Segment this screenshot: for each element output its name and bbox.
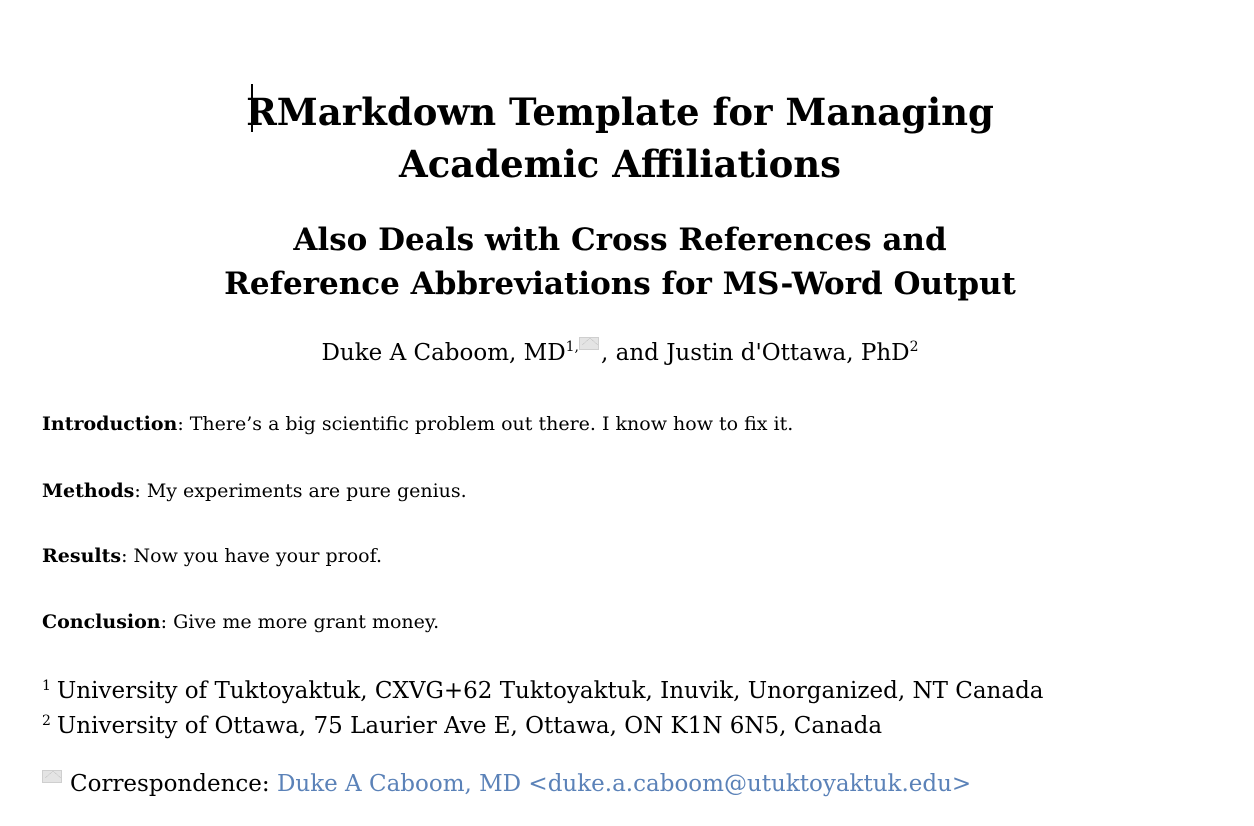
affiliation-1[interactable] bbox=[42, 674, 1044, 708]
subtitle-line-2: Reference Abbreviations for MS-Word Output bbox=[224, 266, 1016, 302]
abstract-label: Methods bbox=[42, 480, 135, 502]
title-line-1: RMarkdown Template for Managing bbox=[246, 90, 994, 134]
abstract-results[interactable] bbox=[42, 543, 382, 569]
abstract-text: : Now you have your proof. bbox=[121, 545, 382, 567]
correspondence-email-link[interactable]: Duke A Caboom, MD <duke.a.caboom@utuktoyaktuk.edu> bbox=[276, 771, 972, 797]
affiliation-text: University of Ottawa, 75 Laurier Ave E, Ottawa, ON K1N 6N5, Canada bbox=[56, 713, 883, 739]
envelope-icon bbox=[42, 770, 62, 783]
author-1-name: Duke A Caboom, MD bbox=[321, 340, 566, 366]
envelope-icon bbox=[579, 337, 599, 350]
abstract-text: : Give me more grant money. bbox=[160, 611, 440, 633]
author-2-affiliation-marker: 2 bbox=[909, 339, 919, 355]
abstract-methods[interactable] bbox=[42, 478, 467, 504]
author-list[interactable] bbox=[0, 333, 1240, 373]
abstract-label: Introduction bbox=[42, 413, 178, 435]
author-1-affiliation-marker: 1, bbox=[565, 339, 579, 355]
abstract-introduction[interactable] bbox=[42, 411, 793, 437]
abstract-conclusion[interactable] bbox=[42, 609, 439, 635]
abstract-text: : There’s a big scientific problem out there. I know how to fix it. bbox=[177, 413, 794, 435]
author-2-name: Justin d'Ottawa, PhD bbox=[666, 340, 910, 366]
abstract-label: Conclusion bbox=[42, 611, 161, 633]
affiliation-number: 2 bbox=[42, 713, 51, 729]
title-line-2: Academic Affiliations bbox=[398, 142, 841, 186]
affiliation-text: University of Tuktoyaktuk, CXVG+62 Tuktoyaktuk, Inuvik, Unorganized, NT Canada bbox=[56, 678, 1044, 704]
abstract-text: : My experiments are pure genius. bbox=[134, 480, 467, 502]
affiliation-2[interactable] bbox=[42, 709, 882, 743]
document-subtitle[interactable] bbox=[0, 218, 1240, 306]
affiliation-number: 1 bbox=[42, 678, 51, 694]
correspondence-label: Correspondence: bbox=[70, 771, 277, 797]
correspondence-line[interactable] bbox=[42, 767, 971, 801]
subtitle-line-1: Also Deals with Cross References and bbox=[293, 222, 947, 258]
document-title[interactable] bbox=[0, 86, 1240, 190]
abstract-label: Results bbox=[42, 545, 122, 567]
author-separator: , and bbox=[601, 340, 667, 366]
